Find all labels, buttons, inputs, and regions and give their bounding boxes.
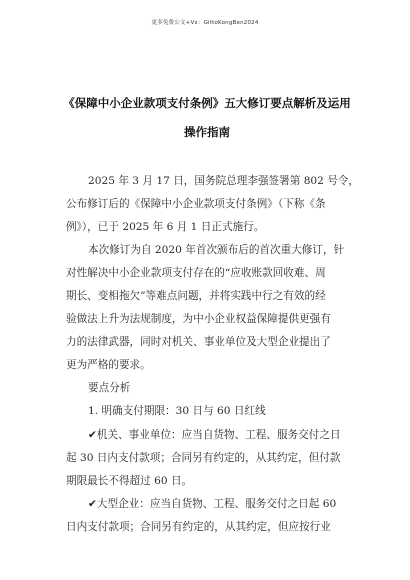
checkmark-icon: ✔ bbox=[88, 498, 97, 510]
paragraph-2-line-3: 期长、变相拖欠”等难点问题，并将实践中行之有效的经 bbox=[66, 290, 326, 302]
point-1-item-2-line-2: 日内支付款项；合同另有约定的，从其约定，但应按行业 bbox=[66, 521, 331, 533]
paragraph-2-line-4: 验做法上升为法规制度，为中小企业权益保障提供更强有 bbox=[66, 313, 331, 325]
header-watermark: 更多免费公文+Vx：GittoKongBen2024 bbox=[151, 20, 259, 26]
point-1-item-2-line-1 bbox=[88, 497, 336, 511]
paragraph-2-line-2: 对性解决中小企业款项支付存在的“应收账款回收难、周 bbox=[66, 267, 326, 279]
paragraph-2-line-5: 力的法律武器，同时对机关、事业单位及大型企业提出了 bbox=[66, 336, 331, 348]
paragraph-1-line-2: 公布修订后的《保障中小企业款项支付条例》（下称《条 bbox=[66, 198, 326, 210]
paragraph-2-line-6: 更为严格的要求。 bbox=[66, 359, 151, 371]
document-subtitle: 操作指南 bbox=[184, 125, 230, 139]
item-text: 大型企业：应当自货物、工程、服务交付之日起 60 bbox=[96, 498, 337, 510]
paragraph-2-line-1: 本次修订为自 2020 年首次颁布后的首次重大修订，针 bbox=[88, 244, 345, 256]
document-title: 《保障中小企业款项支付条例》五大修订要点解析及运用 bbox=[63, 96, 351, 110]
point-1-item-1-line-2: 起 30 日内支付款项；合同另有约定的，从其约定，但付款 bbox=[66, 452, 341, 464]
item-text: 机关、事业单位：应当自货物、工程、服务交付之日 bbox=[96, 429, 341, 441]
paragraph-1-line-3: 例》），已于 2025 年 6 月 1 日正式施行。 bbox=[66, 221, 265, 233]
checkmark-icon: ✔ bbox=[88, 429, 97, 441]
paragraph-1-line-1: 2025 年 3 月 17 日，国务院总理李强签署第 802 号令， bbox=[88, 175, 360, 187]
point-1-item-1-line-3: 期限最长不得超过 60 日。 bbox=[66, 475, 193, 487]
section-heading: 要点分析 bbox=[88, 382, 131, 394]
point-1-heading: 1. 明确支付期限：30 日与 60 日红线 bbox=[88, 405, 266, 417]
point-1-item-1-line-1 bbox=[88, 428, 341, 442]
